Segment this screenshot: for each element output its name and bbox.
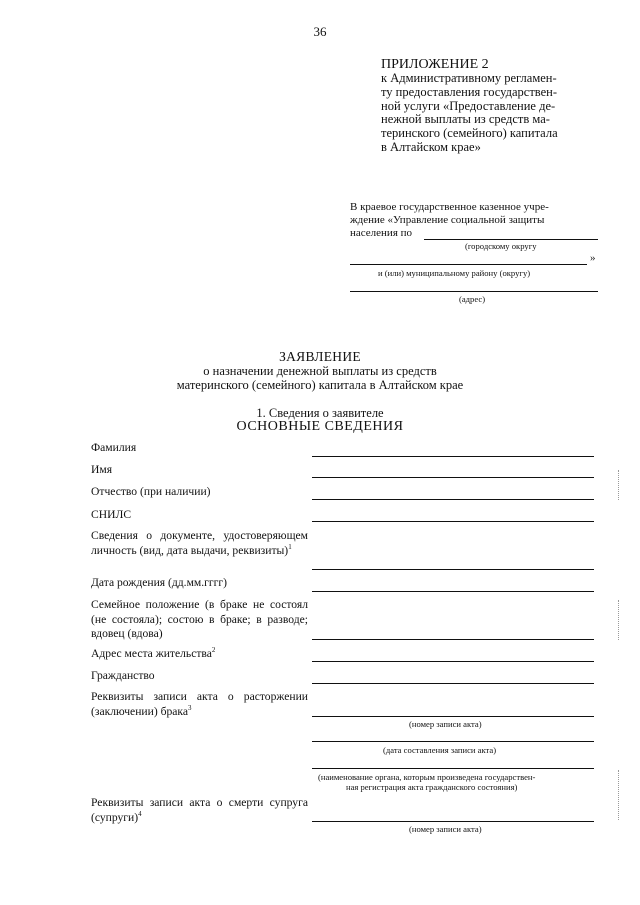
address-block [350,201,598,240]
footnote-mark: 4 [138,809,142,818]
title-main: ЗАЯВЛЕНИЕ [279,349,361,364]
appendix-line: ту предоставления государствен- [381,84,558,99]
municipal-caption: и (или) муниципальному району (округу) [378,268,531,278]
citizenship-input-line[interactable] [312,683,594,684]
field-label-surname: Фамилия [91,441,137,454]
scan-edge-mark [618,770,621,820]
scan-edge-mark [618,470,621,500]
district-line-2[interactable] [350,264,587,265]
record-number-caption: (номер записи акта) [409,824,482,834]
section-subtitle: ОСНОВНЫЕ СВЕДЕНИЯ [236,419,404,434]
residence-label-text: Адрес места жительства [91,647,212,660]
address-caption: (адрес) [459,294,486,304]
district-line[interactable] [424,239,598,240]
birth-date-input-line[interactable] [312,591,594,592]
field-label-marital: Семейное положение (в браке не состоял (не состояла); состою в браке; в разводе; вдовец (вдова) [91,598,308,640]
footnote-mark: 1 [288,542,292,551]
surname-input-line[interactable] [312,456,594,457]
record-number-input-line[interactable] [312,716,594,717]
scan-edge-mark [618,600,621,640]
section-heading [0,406,640,434]
field-label-marriage-record [91,690,308,719]
field-label-birth-date: Дата рождения (дд.мм.гггг) [91,576,228,589]
death-record-label-text: Реквизиты записи акта о смерти супруга (супруги) [91,796,308,824]
appendix-heading: ПРИЛОЖЕНИЕ 2 [381,57,489,72]
footnote-mark: 3 [188,703,192,712]
authority-input-line[interactable] [312,768,594,769]
title-line: материнского (семейного) капитала в Алтайском крае [176,378,464,392]
appendix-line: к Административному регламен- [381,71,557,85]
field-label-patronymic: Отчество (при наличии) [91,485,211,498]
patronymic-input-line[interactable] [312,499,594,500]
field-label-name: Имя [91,463,113,476]
appendix-line: ной услуги «Предоставление де- [381,98,556,113]
document-title [0,350,640,392]
appendix-line: теринского (семейного) капитала [381,126,558,141]
document-label-text: Сведения о документе, удостоверяющем личность (вид, дата выдачи, реквизиты) [91,529,308,557]
snils-input-line[interactable] [312,521,594,522]
authority-caption: (наименование органа, которым произведена государствен- [318,772,536,782]
field-label-death-record [91,796,308,825]
record-date-input-line[interactable] [312,741,594,742]
record-number-caption: (номер записи акта) [409,719,482,729]
address-input-line[interactable] [350,291,598,292]
record-date-caption: (дата составления записи акта) [383,745,497,755]
residence-input-line[interactable] [312,661,594,662]
address-line: населения по [350,227,413,239]
section-number-title: 1. Сведения о заявителе [256,406,384,420]
appendix-header [381,57,601,155]
field-label-snils: СНИЛС [91,508,132,521]
address-line: В краевое государственное казенное учре- [350,201,549,213]
death-record-input-line[interactable] [312,821,594,822]
marital-input-line[interactable] [312,639,594,640]
quote-close: » [590,252,596,264]
document-input-line[interactable] [312,569,594,570]
marriage-record-label-text: Реквизиты записи акта о расторжении (заключении) брака [91,690,308,718]
address-line: ждение «Управление социальной защиты [350,214,545,226]
title-line: о назначении денежной выплаты из средств [203,364,437,378]
district-caption: (городскому округу [465,241,537,251]
field-label-document [91,529,308,558]
appendix-line: в Алтайском крае» [381,139,481,154]
authority-caption: ная регистрация акта гражданского состояния) [346,782,518,792]
page-number: 36 [313,24,327,39]
appendix-line: нежной выплаты из средств ма- [381,112,550,127]
name-input-line[interactable] [312,477,594,478]
footnote-mark: 2 [211,646,216,655]
field-label-citizenship: Гражданство [91,669,155,682]
field-label-residence [91,647,308,662]
